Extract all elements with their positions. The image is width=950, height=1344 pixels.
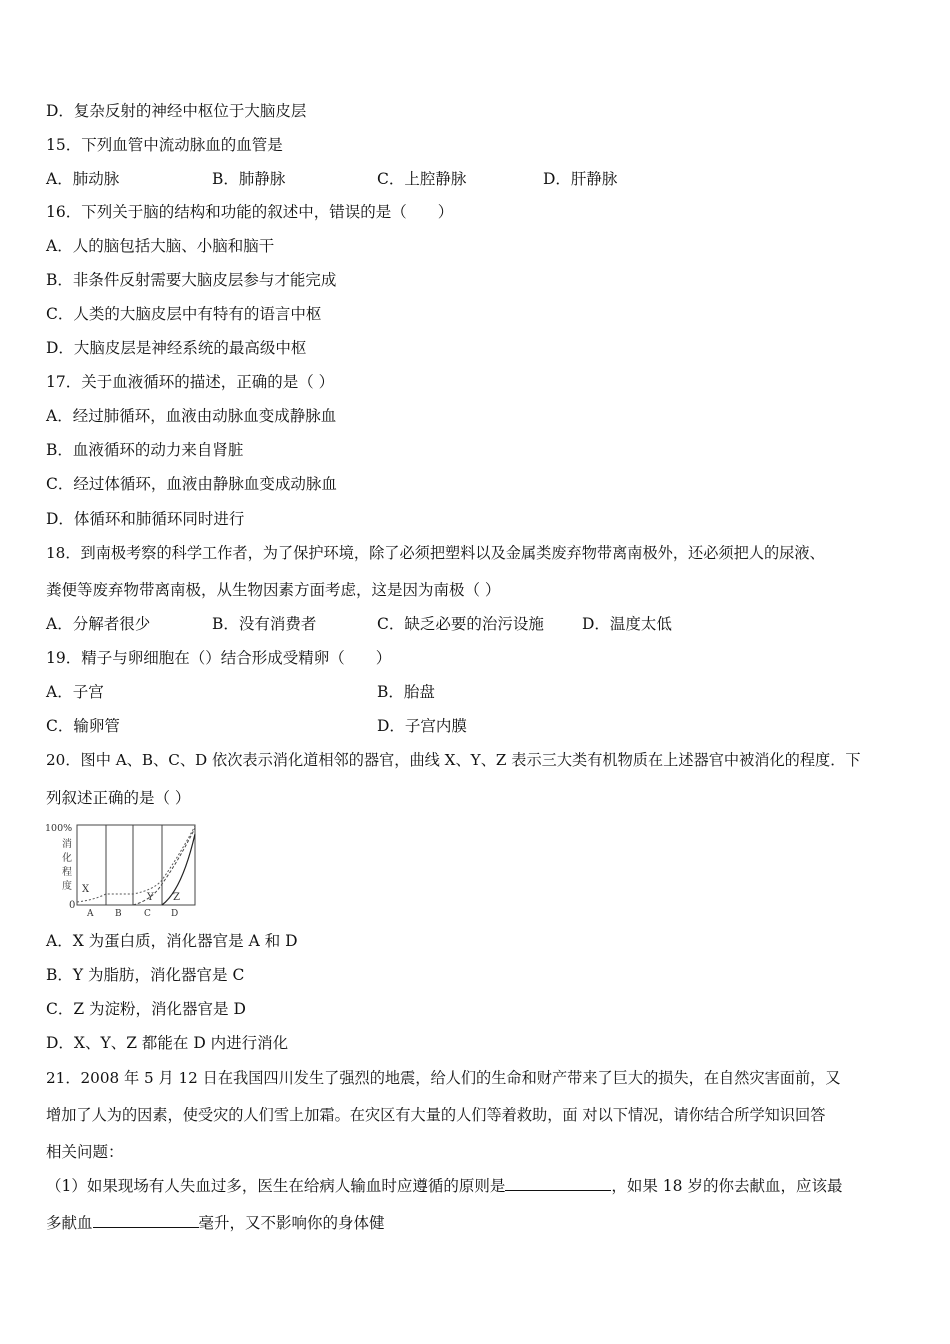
q20-option-b: B．Y 为脂肪，消化器官是 C	[46, 966, 245, 984]
q18-option-c: C．缺乏必要的治污设施	[377, 615, 544, 633]
organ-label-b: B	[115, 909, 122, 918]
q15-option-d: D．肝静脉	[543, 170, 618, 188]
q19-option-b: B．胎盘	[377, 683, 435, 701]
figure-y-label-char: 程	[62, 867, 72, 878]
q17-option-d: D．体循环和肺循环同时进行	[46, 510, 245, 528]
figure-y-label-char: 消	[62, 839, 72, 850]
figure-y-label-char: 化	[62, 853, 72, 864]
q20-stem-line1: 20．图中 A、B、C、D 依次表示消化道相邻的器官，曲线 X、Y、Z 表示三大类有机物质在上述器官中被消化的程度．下	[46, 751, 861, 769]
q21-stem-line3: 相关问题：	[46, 1143, 124, 1161]
q17-option-c: C．经过体循环，血液由静脉血变成动脉血	[46, 475, 337, 493]
organ-label-d: D	[171, 909, 179, 918]
q16-option-b: B．非条件反射需要大脑皮层参与才能完成	[46, 271, 337, 289]
q15-stem: 15．下列血管中流动脉血的血管是	[46, 136, 283, 154]
curve-label-z: Z	[173, 892, 180, 903]
q19-option-a: A．子宫	[46, 683, 104, 701]
organ-label-a: A	[87, 909, 94, 918]
q20-stem-line2: 列叙述正确的是（ ）	[46, 789, 191, 807]
q15-option-b: B．肺静脉	[212, 170, 286, 188]
q18-option-a: A．分解者很少	[46, 615, 151, 633]
q21-part1-text: （1）如果现场有人失血过多，医生在给病人输血时应遵循的原则是	[46, 1177, 506, 1195]
figure-y-top-label: 100%	[45, 823, 73, 834]
curve-label-x: X	[82, 884, 90, 895]
q19-options-row2	[46, 716, 926, 736]
q21-part1-line2	[46, 1212, 385, 1233]
q17-option-b: B．血液循环的动力来自肾脏	[46, 441, 244, 459]
q21-part2-text: 多献血	[46, 1214, 93, 1232]
q15-option-a: A．肺动脉	[46, 170, 120, 188]
q18-stem-line1: 18．到南极考察的科学工作者，为了保护环境，除了必须把塑料以及金属类废弃物带离南极外，还必须把人的尿液、	[46, 544, 825, 562]
q16-stem: 16．下列关于脑的结构和功能的叙述中，错误的是（ ）	[46, 203, 454, 221]
q15-option-c: C．上腔静脉	[377, 170, 467, 188]
q17-stem: 17．关于血液循环的描述，正确的是（ ）	[46, 373, 335, 391]
figure-y-zero: 0	[69, 900, 76, 911]
q21-stem-line2: 增加了人为的因素，使受灾的人们雪上加霜。在灾区有大量的人们等着救助，面 对以下情况，请你结合所学知识回答	[46, 1106, 826, 1124]
q20-option-c: C．Z 为淀粉，消化器官是 D	[46, 1000, 246, 1018]
figure-y-label-char: 度	[62, 881, 72, 892]
q19-options-row1	[46, 682, 926, 702]
digestion-figure	[44, 820, 204, 918]
q20-option-a: A．X 为蛋白质，消化器官是 A 和 D	[46, 932, 298, 950]
q19-stem: 19．精子与卵细胞在（）结合形成受精卵（ ）	[46, 649, 392, 667]
q19-option-d: D．子宫内膜	[377, 717, 467, 735]
q20-option-d: D．X、Y、Z 都能在 D 内进行消化	[46, 1034, 289, 1052]
answer-blank-2[interactable]	[93, 1212, 199, 1228]
answer-blank-1[interactable]	[505, 1175, 611, 1191]
curve-label-y: Y	[147, 892, 154, 903]
q18-option-d: D．温度太低	[582, 615, 672, 633]
q21-part1-text-cont: ，如果 18 岁的你去献血，应该最	[611, 1177, 843, 1195]
q14-option-d: D．复杂反射的神经中枢位于大脑皮层	[46, 102, 307, 120]
curve-x	[77, 826, 195, 902]
q17-option-a: A．经过肺循环，血液由动脉血变成静脉血	[46, 407, 337, 425]
q19-option-c: C．输卵管	[46, 717, 120, 735]
q21-stem-line1: 21．2008 年 5 月 12 日在我国四川发生了强烈的地震，给人们的生命和财产带来了巨大的损失，在自然灾害面前，又	[46, 1069, 841, 1087]
q16-option-c: C．人类的大脑皮层中有特有的语言中枢	[46, 305, 322, 323]
organ-label-c: C	[144, 909, 151, 918]
q18-options	[46, 614, 926, 634]
q21-part1-line1	[46, 1175, 842, 1196]
q16-option-a: A．人的脑包括大脑、小脑和脑干	[46, 237, 275, 255]
q15-options	[46, 169, 926, 189]
q16-option-d: D．大脑皮层是神经系统的最高级中枢	[46, 339, 307, 357]
q21-part2-text-cont: 毫升，又不影响你的身体健	[198, 1214, 385, 1232]
q18-option-b: B．没有消费者	[212, 615, 317, 633]
q18-stem-line2: 粪便等废弃物带离南极，从生物因素方面考虑，这是因为南极（ ）	[46, 581, 501, 599]
